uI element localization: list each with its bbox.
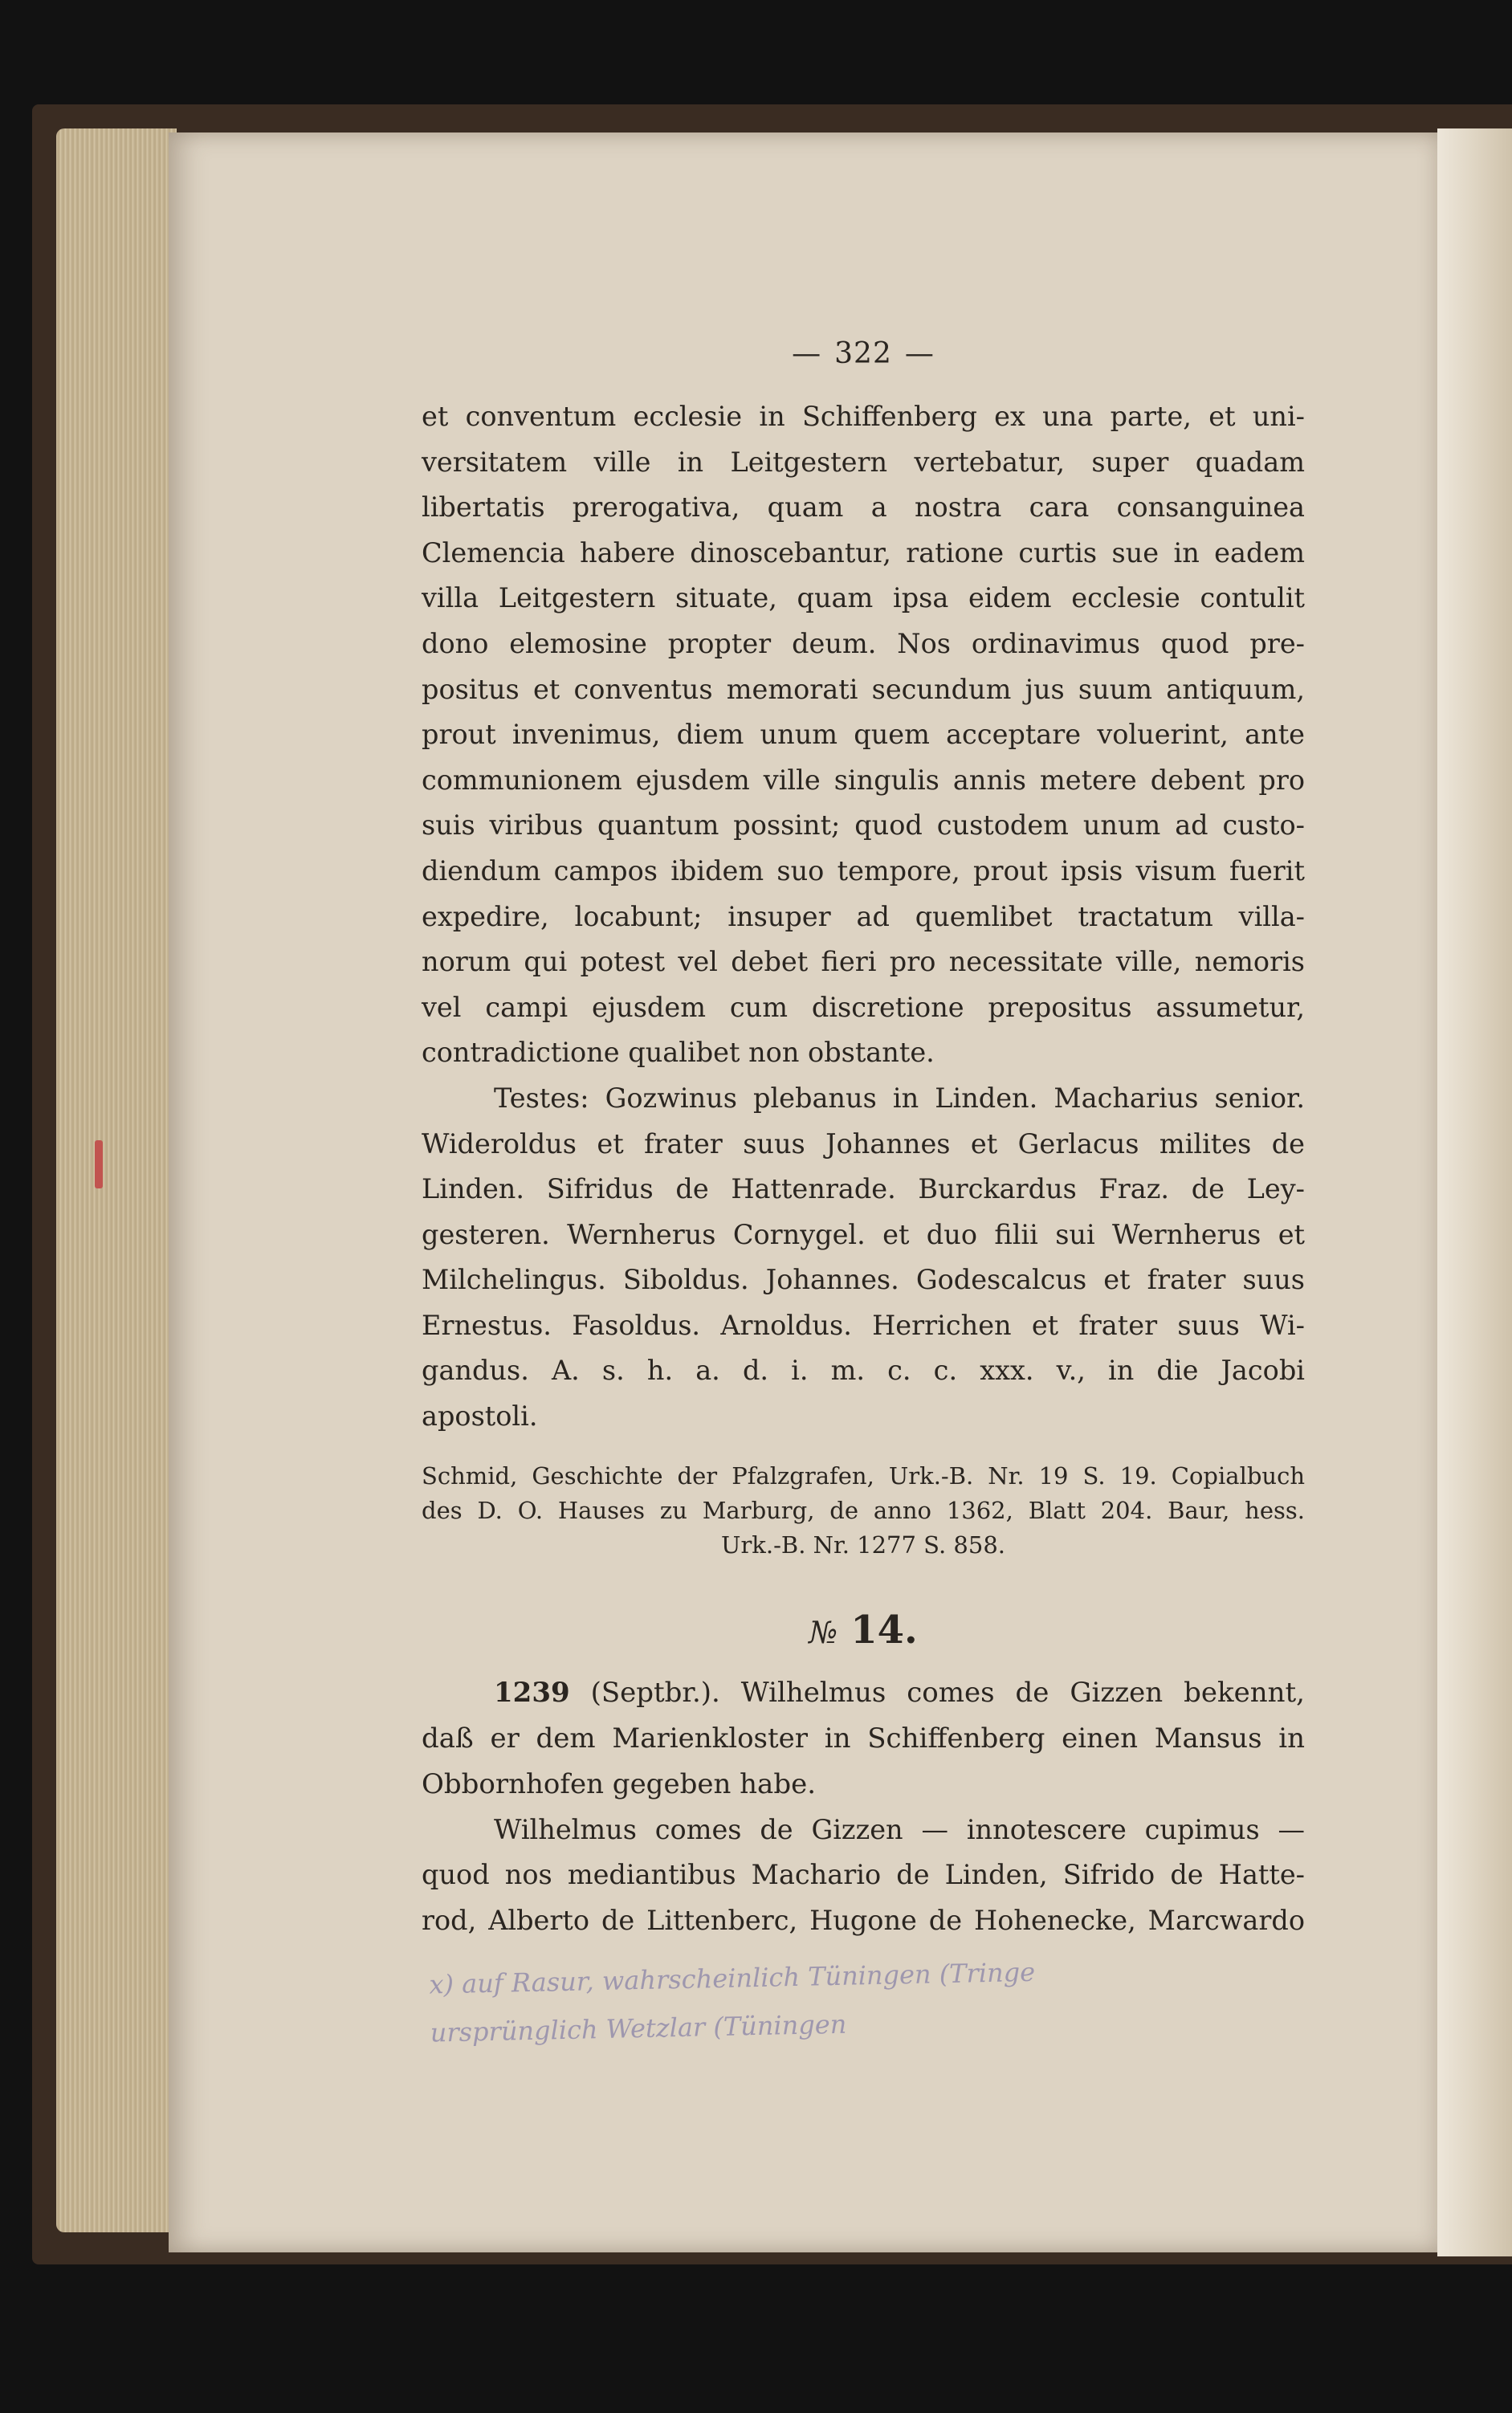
source-note [422,1459,1305,1563]
text-line: Wilhelmus comes de Gizzen — innotescere cupimus — [494,1813,1305,1845]
text-line: dono elemosine propter deum. Nos ordinavimus quod pre- [422,627,1305,659]
text-line: libertatis prerogativa, quam a nostra cara consanguinea [422,491,1305,524]
page-number: — 322 — [792,337,935,370]
text-line: norum qui potest vel debet fieri pro necessitate ville, nemoris [422,946,1305,978]
text-line: villa Leitgestern situate, quam ipsa eidem ecclesie contulit [422,582,1305,614]
handwritten-annotation [429,1942,1314,2056]
page-edges [56,128,177,2232]
text-line: suis viribus quantum possint; quod custodem unum ad custo- [422,809,1305,842]
annotation-line: ursprünglich Wetzlar (Tüningen [430,2008,847,2048]
regest-line: Obbornhofen gegeben habe. [422,1767,817,1800]
text-line: Testes: Gozwinus plebanus in Linden. Macharius senior. [494,1082,1305,1114]
text-line: prout invenimus, diem unum quem acceptare voluerint, ante [422,719,1305,751]
page-text [422,337,1305,1943]
source-line: Urk.-B. Nr. 1277 S. 858. [721,1531,1005,1559]
bookmark-ribbon [95,1140,103,1188]
text-line: gesteren. Wernherus Cornygel. et duo filii sui Wernherus et [422,1218,1305,1250]
source-line: des D. O. Hauses zu Marburg, de anno 1362, Blatt 204. Baur, hess. [422,1496,1305,1524]
document-number-value: 14. [850,1607,918,1653]
document-paragraph [422,1808,1305,1944]
regest-line: 1239 (Septbr.). Wilhelmus comes de Gizzen bekennt, [494,1676,1305,1709]
text-line: rod, Alberto de Littenberc, Hugone de Hohenecke, Marcwardo [422,1904,1305,1936]
text-line: diendum campos ibidem suo tempore, prout ipsis visum fuerit [422,854,1305,887]
source-line: Schmid, Geschichte der Pfalzgrafen, Urk.-B. Nr. 19 S. 19. Copialbuch [422,1461,1305,1490]
text-line: Clemencia habere dinoscebantur, ratione curtis sue in eadem [422,536,1305,569]
text-line: Wideroldus et frater suus Johannes et Gerlacus milites de [422,1127,1305,1160]
text-line: vel campi ejusdem cum discretione prepositus assumetur, [422,991,1305,1023]
regest-year: 1239 [494,1676,570,1709]
text-line: versitatem ville in Leitgestern vertebatur, super quadam [422,446,1305,478]
text-line: expedire, locabunt; insuper ad quemlibet tractatum villa- [422,900,1305,932]
text-line: communionem ejusdem ville singulis annis metere debent pro [422,764,1305,796]
text-line: contradictione qualibet non obstante. [422,1037,935,1069]
text-line: positus et conventus memorati secundum jus suum antiquum, [422,673,1305,705]
annotation-line: x) auf Rasur, wahrscheinlich Tüningen (Tringe [429,1956,1036,2000]
document-number [422,1608,1305,1653]
number-sign: № [809,1614,838,1650]
regest-line: daß er dem Marienkloster in Schiffenberg einen Mansus in [422,1722,1305,1755]
text-line: gandus. A. s. h. a. d. i. m. c. c. xxx. v., in die Jacobi [422,1355,1305,1387]
text-line: Linden. Sifridus de Hattenrade. Burckardus Fraz. de Ley- [422,1173,1305,1205]
text-line: quod nos mediantibus Machario de Linden, Sifrido de Hatte- [422,1859,1305,1891]
witnesses-paragraph [422,1076,1305,1440]
text-line: Milchelingus. Siboldus. Johannes. Godescalcus et frater suus [422,1264,1305,1296]
text-line: apostoli. [422,1400,538,1433]
facing-page-strip [1437,128,1512,2256]
text-line: Ernestus. Fasoldus. Arnoldus. Herrichen et frater suus Wi- [422,1309,1305,1341]
page-number-value: 322 [834,337,892,370]
regest-paragraph [422,1670,1305,1808]
text-line: et conventum ecclesie in Schiffenberg ex una parte, et uni- [422,401,1305,432]
main-paragraph [422,394,1305,1076]
